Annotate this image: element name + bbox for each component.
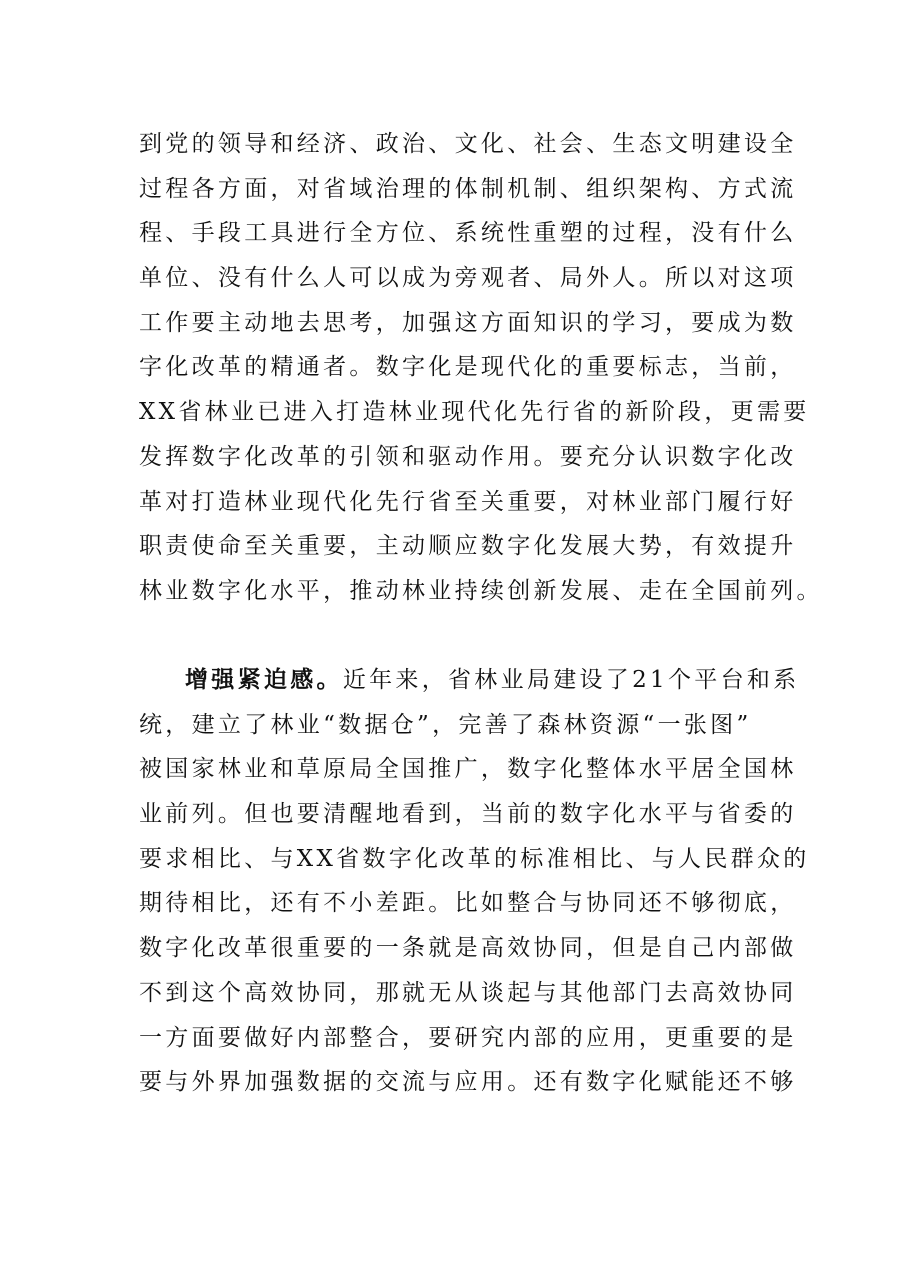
paragraph-line: 林业数字化水平，推动林业持续创新发展、走在全国前列。 <box>139 577 823 604</box>
paragraph-line: 字化改革的精通者。数字化是现代化的重要标志，当前， <box>139 354 797 381</box>
paragraph-first-line <box>139 658 800 703</box>
paragraph-line: 被国家林业和草原局全国推广，数字化整体水平居全国林 <box>139 756 797 783</box>
paragraph-line: 不到这个高效协同，那就无从谈起与其他部门去高效协同 <box>139 979 797 1006</box>
paragraph-line: 业前列。但也要清醒地看到，当前的数字化水平与省委的 <box>139 801 797 828</box>
paragraph-line: 要求相比、与XX省数字化改革的标准相比、与人民群众的 <box>139 845 810 872</box>
paragraph-line: 数字化改革很重要的一条就是高效协同，但是自己内部做 <box>139 935 797 962</box>
paragraph-line-text: 近年来，省林业局建设了21个平台和系 <box>342 667 800 693</box>
paragraph-line: XX省林业已进入打造林业现代化先行省的新阶段，更需要 <box>139 399 810 426</box>
paragraph-line: 发挥数字化改革的引领和驱动作用。要充分认识数字化改 <box>139 443 797 470</box>
paragraph-line: 工作要主动地去思考，加强这方面知识的学习，要成为数 <box>139 309 797 336</box>
paragraph-line: 到党的领导和经济、政治、文化、社会、生态文明建设全 <box>139 131 797 157</box>
paragraph-line: 统，建立了林业“数据仓”，完善了森林资源“一张图” <box>139 711 752 738</box>
paragraph-line: 过程各方面，对省域治理的体制机制、组织架构、方式流 <box>139 175 797 202</box>
paragraph-line: 职责使命至关重要，主动顺应数字化发展大势，有效提升 <box>139 533 797 560</box>
body-paragraph-2 <box>139 658 810 1105</box>
body-paragraph-1 <box>139 122 823 614</box>
paragraph-line: 期待相比，还有不小差距。比如整合与协同还不够彻底， <box>139 890 797 917</box>
paragraph-line: 程、手段工具进行全方位、系统性重塑的过程，没有什么 <box>139 220 797 247</box>
section-heading: 增强紧迫感。 <box>185 667 343 693</box>
paragraph-line: 要与外界加强数据的交流与应用。还有数字化赋能还不够 <box>139 1069 797 1096</box>
paragraph-line: 单位、没有什么人可以成为旁观者、局外人。所以对这项 <box>139 265 797 292</box>
paragraph-line: 一方面要做好内部整合，要研究内部的应用，更重要的是 <box>139 1024 797 1051</box>
paragraph-line: 革对打造林业现代化先行省至关重要，对林业部门履行好 <box>139 488 797 515</box>
